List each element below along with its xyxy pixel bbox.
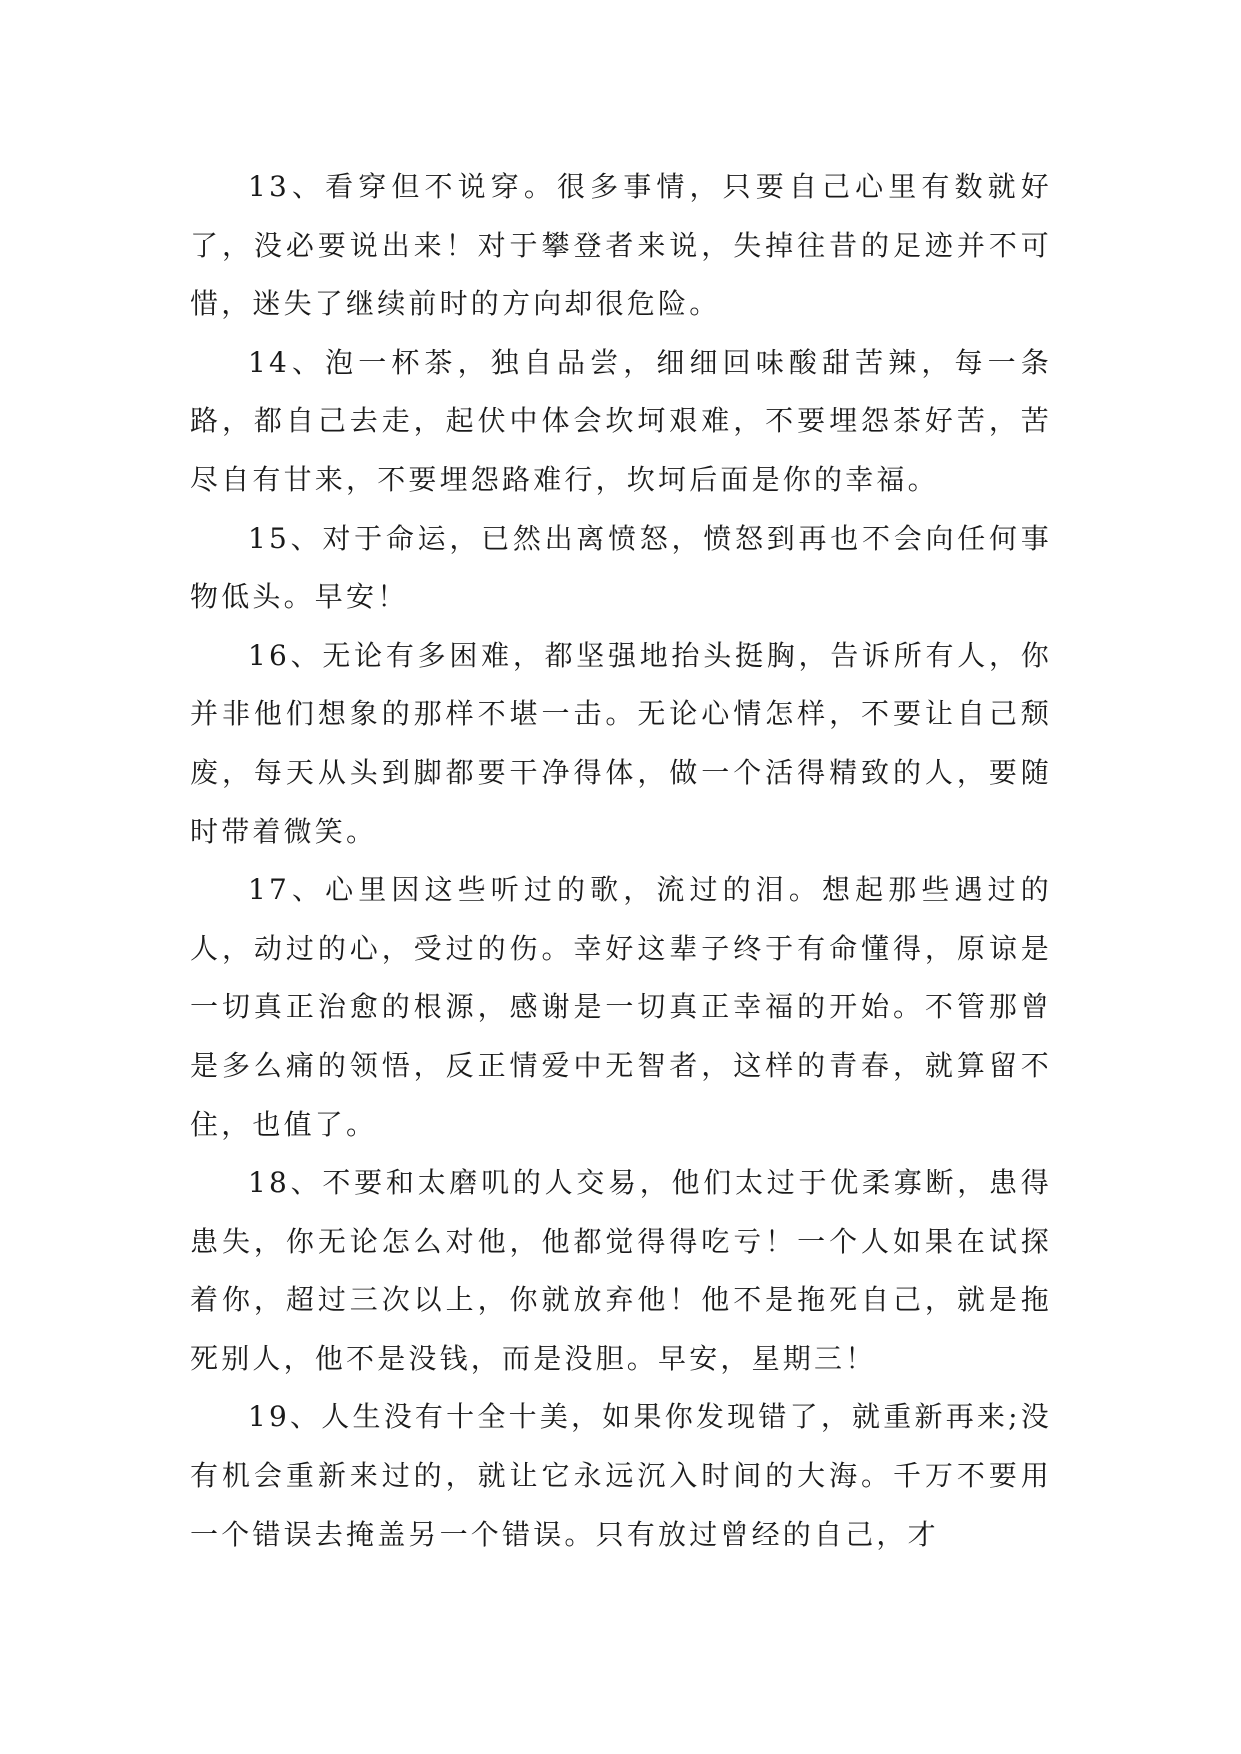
document-body: [190, 158, 1052, 1564]
paragraph-13: 13、看穿但不说穿。很多事情，只要自己心里有数就好了，没必要说出来！对于攀登者来说，失掉往昔的足迹并不可惜，迷失了继续前时的方向却很危险。: [190, 170, 1052, 321]
paragraph-15: 15、对于命运，已然出离愤怒，愤怒到再也不会向任何事物低头。早安！: [190, 521, 1052, 614]
paragraph-17: 17、心里因这些听过的歌，流过的泪。想起那些遇过的人，动过的心，受过的伤。幸好这辈子终于有命懂得，原谅是一切真正治愈的根源，感谢是一切真正幸福的开始。不管那曾是多么痛的领悟，反正情爱中无智者，这样的青春，就算留不住，也值了。: [190, 873, 1052, 1141]
paragraph-14: 14、泡一杯茶，独自品尝，细细回味酸甜苦辣，每一条路，都自己去走，起伏中体会坎坷艰难，不要埋怨茶好苦，苦尽自有甘来，不要埋怨路难行，坎坷后面是你的幸福。: [190, 345, 1052, 496]
paragraph-19: 19、人生没有十全十美，如果你发现错了，就重新再来;没有机会重新来过的，就让它永远沉入时间的大海。千万不要用一个错误去掩盖另一个错误。只有放过曾经的自己，才: [190, 1400, 1052, 1551]
paragraph-18: 18、不要和太磨叽的人交易，他们太过于优柔寡断，患得患失，你无论怎么对他，他都觉得得吃亏！一个人如果在试探着你，超过三次以上，你就放弃他！他不是拖死自己，就是拖死别人，他不是没钱，而是没胆。早安，星期三！: [190, 1166, 1052, 1375]
paragraph-16: 16、无论有多困难，都坚强地抬头挺胸，告诉所有人，你并非他们想象的那样不堪一击。无论心情怎样，不要让自己颓废，每天从头到脚都要干净得体，做一个活得精致的人，要随时带着微笑。: [190, 638, 1052, 848]
